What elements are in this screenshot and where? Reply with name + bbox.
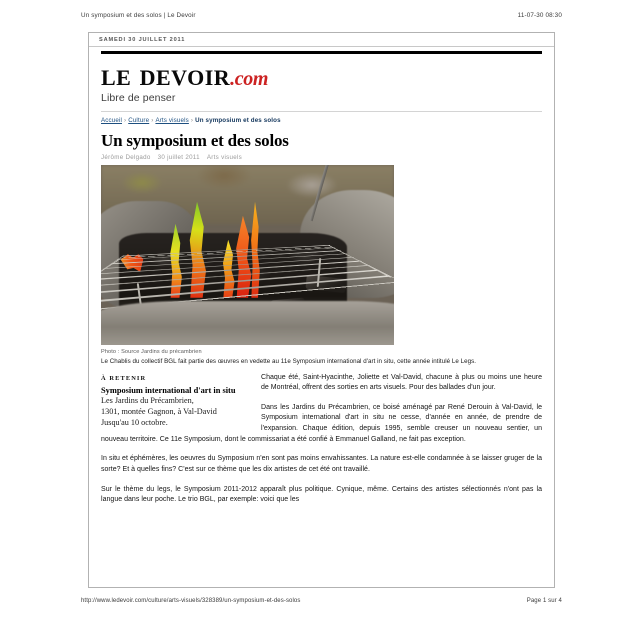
print-footer xyxy=(81,598,562,604)
breadcrumb-item-arts-visuels[interactable]: Arts visuels xyxy=(155,117,189,124)
breadcrumb-item-current: Un symposium et des solos xyxy=(195,117,281,124)
breadcrumb xyxy=(101,111,542,124)
aside-line: Jusqu'au 10 octobre. xyxy=(101,417,168,427)
photo-caption: Le Chablis du collectif BGL fait partie des œuvres en vedette au 11e Symposium international d'art in situ, cette année intitulé Le Legs. xyxy=(101,357,477,365)
article-paragraph: Sur le thème du legs, le Symposium 2011-2012 apparaît plus politique. Cynique, même. Certains des artistes sélectionnés n'ont pas la langue dans leur poche. Le trio BGL, par exemple: voici que les xyxy=(101,485,542,504)
breadcrumb-item-culture[interactable]: Culture xyxy=(128,117,150,124)
photo-credit: Photo : Source Jardins du précambrien xyxy=(101,348,202,355)
article-paragraph: Chaque été, Saint-Hyacinthe, Joliette et Val-David, chacune à plus ou moins une heure de Montréal, offrent des sorties en arts visuels. Pour des ballades d'un jour. xyxy=(261,373,542,392)
site-tagline: Libre de penser xyxy=(101,92,176,104)
site-logo[interactable] xyxy=(101,59,542,90)
print-header-title: Un symposium et des solos | Le Devoir xyxy=(81,12,196,19)
site-date-bar xyxy=(89,33,554,47)
page-content xyxy=(89,51,554,506)
article-body xyxy=(101,373,542,506)
breadcrumb-separator: › xyxy=(190,117,194,124)
page-frame xyxy=(88,32,555,588)
print-footer-url: http://www.ledevoir.com/culture/arts-visuels/328389/un-symposium-et-des-solos xyxy=(81,598,301,604)
byline-author: Jérôme Delgado xyxy=(101,153,151,161)
article-paragraph: Dans les Jardins du Précambrien, ce boisé aménagé par René Derouin à Val-David, le Symposium international d'art in situ ne cesse, d'année en année, de prendre de l'expansion. Chaque édition, depuis 1995, semble creuser un nouveau sentier, un nouveau territoire. Ce 11e Symposium, dont le commissariat a été confié à Emmanuel Galland, ne fait pas exception. xyxy=(101,403,542,443)
article-photo xyxy=(101,165,394,345)
logo-tld: .com xyxy=(230,68,269,90)
aside-line: 1301, montée Gagnon, à Val-David xyxy=(101,406,217,416)
print-header xyxy=(81,12,562,19)
byline xyxy=(101,154,542,161)
breadcrumb-item-accueil[interactable]: Accueil xyxy=(101,117,122,124)
print-header-timestamp: 11-07-30 08:30 xyxy=(517,12,562,19)
article-paragraph: In situ et éphémères, les oeuvres du Symposium n'en sont pas moins envahissantes. La nature est-elle condamnée à se laisser gruger de la sorte? Et à quelles fins? C'est sur ce thème que les dix artistes de cet été ont travaillé. xyxy=(101,455,542,473)
breadcrumb-separator: › xyxy=(151,117,154,124)
page-title: Un symposium et des solos xyxy=(101,131,289,150)
masthead[interactable] xyxy=(101,54,542,110)
aside-line: Les Jardins du Précambrien, xyxy=(101,396,194,406)
byline-section: Arts visuels xyxy=(206,153,243,161)
site-date: SAMEDI 30 JUILLET 2011 xyxy=(99,36,186,43)
aside-label: À RETENIR xyxy=(101,374,147,382)
print-footer-page: Page 1 sur 4 xyxy=(526,598,562,604)
aside-a-retenir xyxy=(101,375,249,429)
logo-wordmark: le devoir xyxy=(101,57,231,92)
byline-date: 30 juillet 2011 xyxy=(157,153,200,161)
breadcrumb-separator: › xyxy=(124,117,127,124)
photo-rock-foreground xyxy=(101,301,394,344)
aside-title: Symposium international d'art in situ xyxy=(101,385,236,395)
